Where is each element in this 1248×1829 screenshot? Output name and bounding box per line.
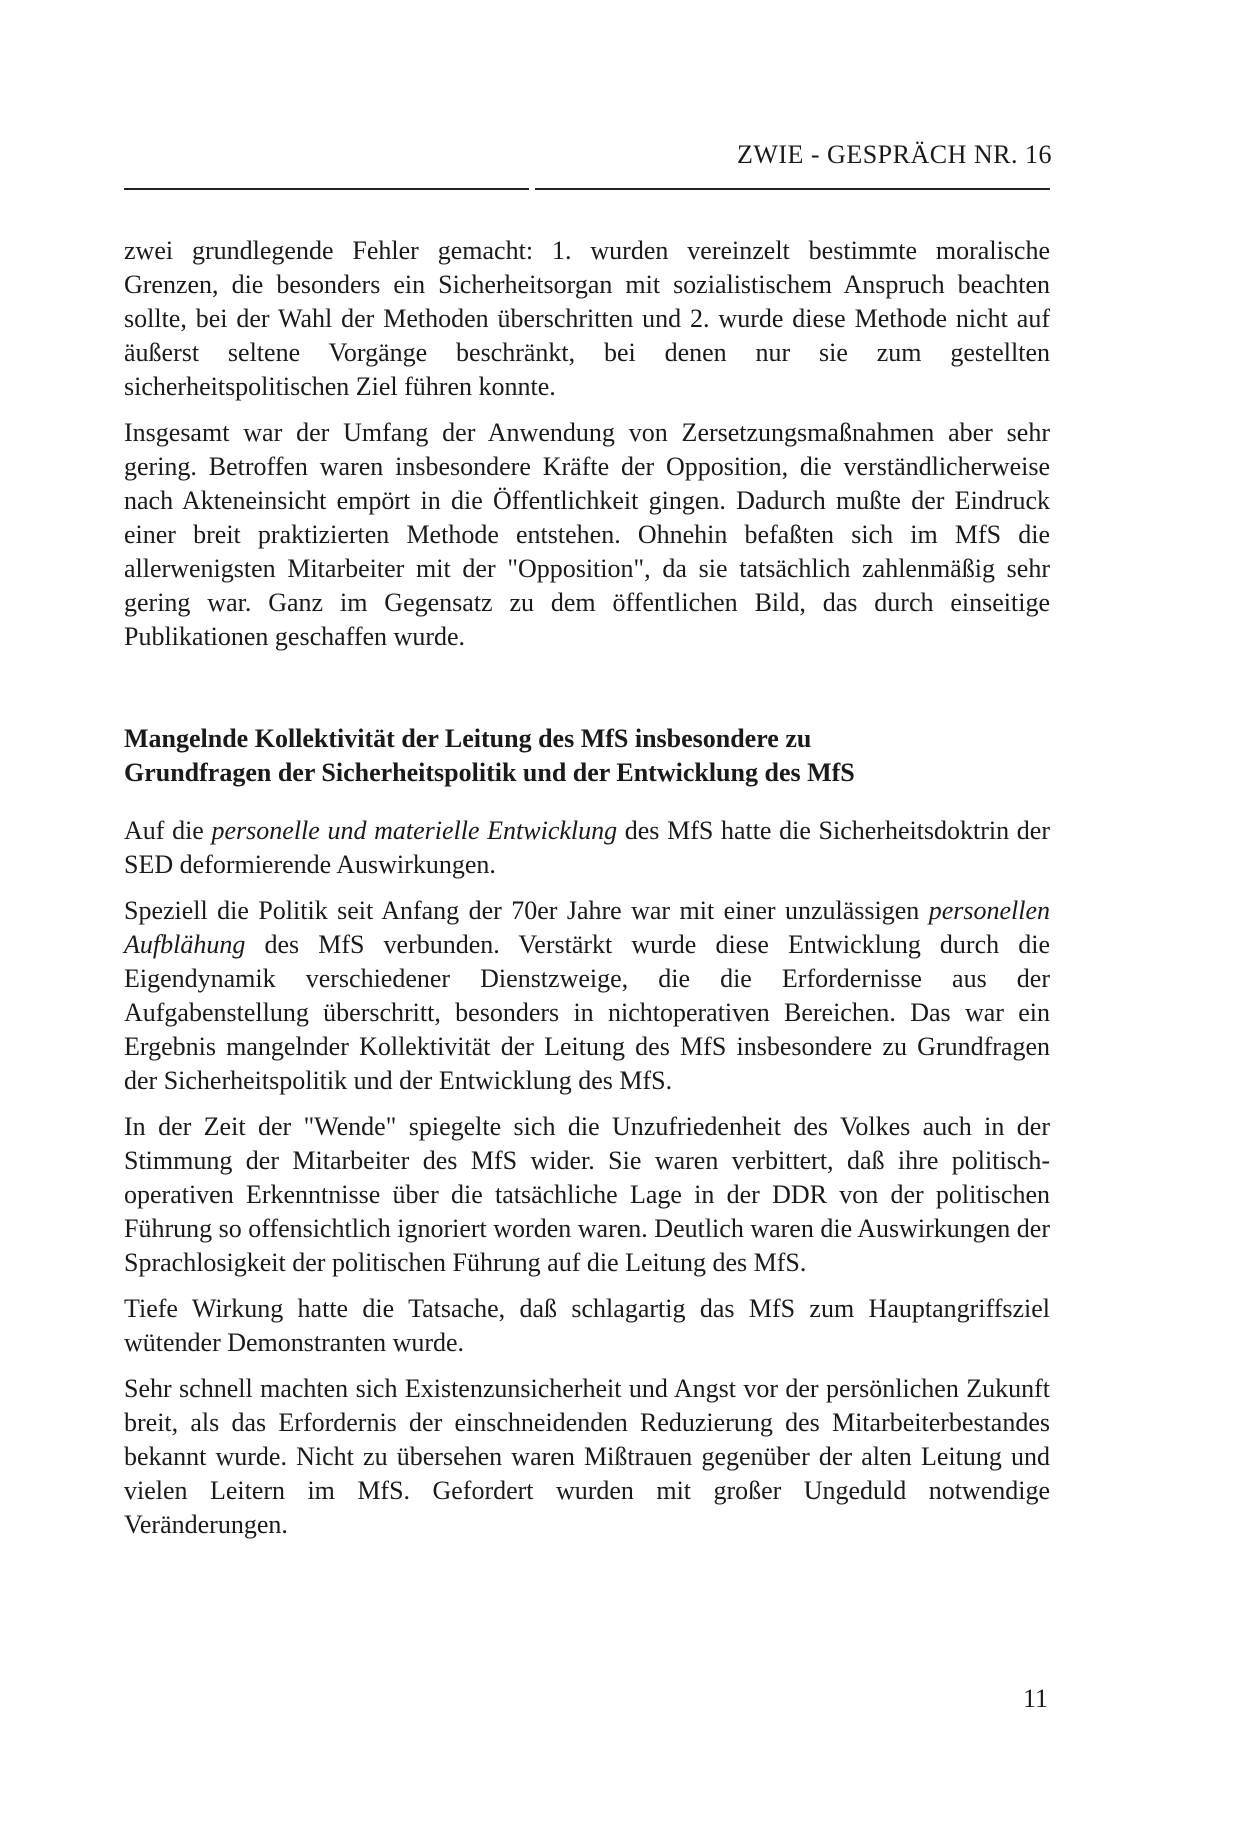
text-run: des MfS verbunden. Verstärkt wurde diese Entwicklung durch die Eigendynamik verschiedener Dienstzweige, die die Erfordernisse aus der Aufgabenstellung überschritt, besonders in nichtoperativen Bereichen. Das war ein Ergebnis mangelnder Kollektivität der Leitung des MfS insbesondere zu Grundfragen der Sicherheitspolitik und der Entwicklung des MfS. [124,930,1050,1095]
section-heading-line: Mangelnde Kollektivität der Leitung des MfS insbesondere zu [124,724,812,753]
text-run: Auf die [124,816,212,845]
paragraph: zwei grundlegende Fehler gemacht: 1. wurden vereinzelt bestimmte moralische Grenzen, die besonders ein Sicherheitsorgan mit sozialistischem Anspruch beachten sollte, bei der Wahl der Methoden überschritten und 2. wurde diese Methode nicht auf äußerst seltene Vorgänge beschränkt, bei denen nur sie zum gestellten sicherheitspolitischen Ziel führen konnte. [124,236,1050,401]
page-header: ZWIE - GESPRÄCH NR. 16 [736,140,1052,169]
emphasis: personellen Aufblähung [124,896,1050,959]
section-heading [124,722,1050,790]
paragraph [124,814,1050,882]
paragraph [124,894,1050,1098]
emphasis: personelle und materielle Entwicklung [211,816,618,845]
page-number: 11 [1022,1684,1048,1713]
text-run: des MfS hatte die Sicherheitsdoktrin der SED deformierende Auswirkungen. [124,816,1051,879]
paragraph: Sehr schnell machten sich Existenzunsicherheit und Angst vor der persönlichen Zukunft breit, als das Erfordernis der einschneidenden Reduzierung des Mitarbeiterbestandes bekannt wurde. Nicht zu übersehen waren Mißtrauen gegenüber der alten Leitung und vielen Leitern im MfS. Gefordert wurden mit großer Ungeduld notwendige Veränderungen. [124,1374,1050,1539]
header-rule-left [124,188,529,190]
section-heading-line: Grundfragen der Sicherheitspolitik und der Entwicklung des MfS [124,758,855,787]
paragraph: In der Zeit der "Wende" spiegelte sich die Unzufriedenheit des Volkes auch in der Stimmung der Mitarbeiter des MfS wider. Sie waren verbittert, daß ihre politisch-operativen Erkenntnisse über die tatsächliche Lage in der DDR von der politischen Führung so offensichtlich ignoriert worden waren. Deutlich waren die Auswirkungen der Sprachlosigkeit der politischen Führung auf die Leitung des MfS. [124,1112,1050,1277]
body-text [124,234,1050,1554]
text-run: Speziell die Politik seit Anfang der 70er Jahre war mit einer unzulässigen [124,896,929,925]
header-rule-right [535,188,1050,190]
paragraph: Tiefe Wirkung hatte die Tatsache, daß schlagartig das MfS zum Hauptangriffsziel wütender Demonstranten wurde. [124,1294,1050,1357]
paragraph: Insgesamt war der Umfang der Anwendung von Zersetzungsmaßnahmen aber sehr gering. Betroffen waren insbesondere Kräfte der Opposition, die verständlicherweise nach Akteneinsicht empört in die Öffentlichkeit gingen. Dadurch mußte der Eindruck einer breit praktizierten Methode entstehen. Ohnehin befaßten sich im MfS die allerwenigsten Mitarbeiter mit der "Opposition", da sie tatsächlich zahlenmäßig sehr gering war. Ganz im Gegensatz zu dem öffentlichen Bild, das durch einseitige Publikationen geschaffen wurde. [124,418,1050,651]
